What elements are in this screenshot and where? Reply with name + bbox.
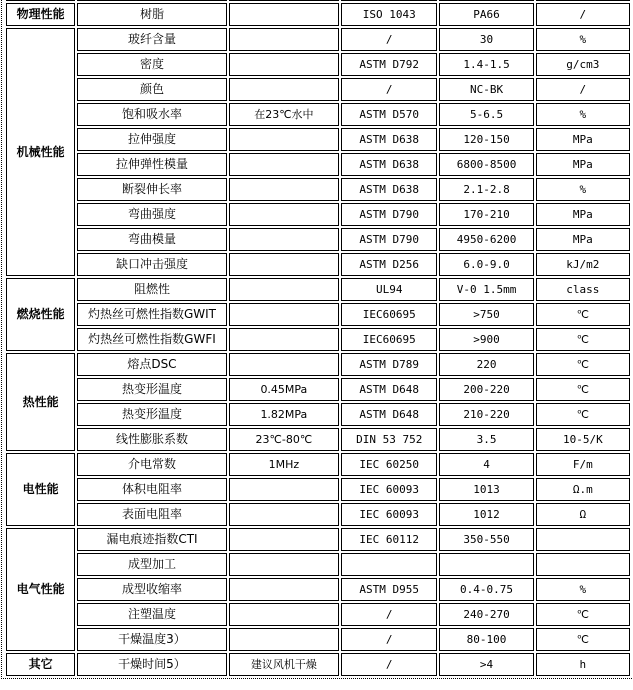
test-method-cell: ASTM D638	[341, 153, 437, 176]
test-method-cell: IEC 60250	[341, 453, 437, 476]
value-cell: 4	[439, 453, 533, 476]
property-cell: 干燥时间5）	[77, 653, 226, 676]
condition-cell	[229, 328, 339, 351]
value-cell: 1012	[439, 503, 533, 526]
condition-cell	[229, 528, 339, 551]
table-row	[6, 603, 630, 626]
table-row	[6, 428, 630, 451]
property-cell: 漏电痕迹指数CTI	[77, 528, 226, 551]
condition-cell: 23℃-80℃	[229, 428, 339, 451]
value-cell: 80-100	[439, 628, 533, 651]
condition-cell	[229, 628, 339, 651]
category-label: 物理性能	[6, 3, 75, 26]
condition-cell	[229, 553, 339, 576]
value-cell: 3.5	[439, 428, 533, 451]
condition-cell	[229, 303, 339, 326]
condition-cell: 在23℃水中	[229, 103, 339, 126]
property-cell: 热变形温度	[77, 403, 226, 426]
test-method-cell: IEC60695	[341, 303, 437, 326]
category-label: 其它	[6, 653, 75, 676]
property-cell: 拉伸弹性模量	[77, 153, 226, 176]
property-cell: 熔点DSC	[77, 353, 226, 376]
table-row	[6, 203, 630, 226]
unit-cell: 10-5/K	[536, 428, 630, 451]
unit-cell: %	[536, 178, 630, 201]
value-cell: 350-550	[439, 528, 533, 551]
property-cell: 密度	[77, 53, 226, 76]
table-row	[6, 3, 630, 26]
unit-cell: ℃	[536, 353, 630, 376]
condition-cell	[229, 603, 339, 626]
table-row	[6, 553, 630, 576]
test-method-cell: UL94	[341, 278, 437, 301]
test-method-cell: ASTM D256	[341, 253, 437, 276]
table-row	[6, 228, 630, 251]
property-cell: 介电常数	[77, 453, 226, 476]
unit-cell: %	[536, 28, 630, 51]
property-cell: 阻燃性	[77, 278, 226, 301]
table-row	[6, 328, 630, 351]
condition-cell	[229, 503, 339, 526]
test-method-cell: IEC60695	[341, 328, 437, 351]
test-method-cell: ASTM D638	[341, 128, 437, 151]
test-method-cell: ISO 1043	[341, 3, 437, 26]
condition-cell	[229, 178, 339, 201]
property-cell: 玻纤含量	[77, 28, 226, 51]
value-cell: NC-BK	[439, 78, 533, 101]
table-row	[6, 378, 630, 401]
previous-row-cutoff	[6, 0, 630, 1]
test-method-cell: ASTM D955	[341, 578, 437, 601]
condition-cell	[229, 78, 339, 101]
value-cell: 0.4-0.75	[439, 578, 533, 601]
unit-cell: ℃	[536, 628, 630, 651]
test-method-cell: /	[341, 28, 437, 51]
unit-cell: /	[536, 3, 630, 26]
unit-cell: kJ/m2	[536, 253, 630, 276]
test-method-cell: ASTM D790	[341, 203, 437, 226]
spec-table-frame	[1, 0, 633, 679]
test-method-cell: ASTM D570	[341, 103, 437, 126]
condition-cell	[229, 3, 339, 26]
test-method-cell: DIN 53 752	[341, 428, 437, 451]
unit-cell: ℃	[536, 378, 630, 401]
value-cell: 240-270	[439, 603, 533, 626]
value-cell: 200-220	[439, 378, 533, 401]
property-cell: 灼热丝可燃性指数GWFI	[77, 328, 226, 351]
category-label: 燃烧性能	[6, 278, 75, 351]
value-cell: 220	[439, 353, 533, 376]
value-cell: 120-150	[439, 128, 533, 151]
value-cell: PA66	[439, 3, 533, 26]
property-cell: 颜色	[77, 78, 226, 101]
table-row	[6, 403, 630, 426]
category-label: 热性能	[6, 353, 75, 451]
condition-cell	[229, 278, 339, 301]
value-cell: 2.1-2.8	[439, 178, 533, 201]
table-row	[6, 628, 630, 651]
value-cell: V-0 1.5mm	[439, 278, 533, 301]
category-label: 机械性能	[6, 28, 75, 276]
value-cell: 170-210	[439, 203, 533, 226]
value-cell: 1.4-1.5	[439, 53, 533, 76]
property-cell: 表面电阻率	[77, 503, 226, 526]
unit-cell: /	[536, 78, 630, 101]
value-cell: 30	[439, 28, 533, 51]
test-method-cell: ASTM D638	[341, 178, 437, 201]
condition-cell: 1.82MPa	[229, 403, 339, 426]
unit-cell: ℃	[536, 303, 630, 326]
property-cell: 弯曲强度	[77, 203, 226, 226]
category-label: 电性能	[6, 453, 75, 526]
condition-cell	[229, 128, 339, 151]
property-cell: 干燥温度3）	[77, 628, 226, 651]
category-label: 电气性能	[6, 528, 75, 651]
value-cell: 6.0-9.0	[439, 253, 533, 276]
test-method-cell	[341, 553, 437, 576]
unit-cell: Ω	[536, 503, 630, 526]
table-row	[6, 78, 630, 101]
test-method-cell: ASTM D789	[341, 353, 437, 376]
condition-cell	[229, 353, 339, 376]
unit-cell: Ω.m	[536, 478, 630, 501]
condition-cell	[229, 253, 339, 276]
test-method-cell: /	[341, 628, 437, 651]
table-row	[6, 453, 630, 476]
table-row	[6, 103, 630, 126]
condition-cell	[229, 578, 339, 601]
test-method-cell: /	[341, 78, 437, 101]
condition-cell	[229, 203, 339, 226]
unit-cell: class	[536, 278, 630, 301]
table-row	[6, 653, 630, 676]
table-row	[6, 353, 630, 376]
property-cell: 树脂	[77, 3, 226, 26]
test-method-cell: /	[341, 653, 437, 676]
condition-cell	[229, 228, 339, 251]
unit-cell: ℃	[536, 328, 630, 351]
material-spec-table	[4, 0, 632, 678]
table-row	[6, 253, 630, 276]
table-row	[6, 303, 630, 326]
table-row	[6, 578, 630, 601]
test-method-cell: IEC 60093	[341, 503, 437, 526]
table-row	[6, 528, 630, 551]
test-method-cell: IEC 60112	[341, 528, 437, 551]
unit-cell	[536, 553, 630, 576]
value-cell: 4950-6200	[439, 228, 533, 251]
condition-cell	[229, 153, 339, 176]
property-cell: 缺口冲击强度	[77, 253, 226, 276]
unit-cell: ℃	[536, 603, 630, 626]
property-cell: 成型收缩率	[77, 578, 226, 601]
value-cell: >4	[439, 653, 533, 676]
unit-cell: MPa	[536, 153, 630, 176]
property-cell: 拉伸强度	[77, 128, 226, 151]
value-cell: >900	[439, 328, 533, 351]
property-cell: 饱和吸水率	[77, 103, 226, 126]
unit-cell: MPa	[536, 228, 630, 251]
value-cell: >750	[439, 303, 533, 326]
unit-cell: g/cm3	[536, 53, 630, 76]
property-cell: 弯曲模量	[77, 228, 226, 251]
test-method-cell: /	[341, 603, 437, 626]
test-method-cell: ASTM D790	[341, 228, 437, 251]
table-row	[6, 278, 630, 301]
condition-cell	[229, 478, 339, 501]
unit-cell: %	[536, 578, 630, 601]
unit-cell: MPa	[536, 128, 630, 151]
test-method-cell: ASTM D648	[341, 378, 437, 401]
property-cell: 热变形温度	[77, 378, 226, 401]
table-row	[6, 178, 630, 201]
table-row	[6, 153, 630, 176]
unit-cell: F/m	[536, 453, 630, 476]
property-cell: 体积电阻率	[77, 478, 226, 501]
unit-cell: MPa	[536, 203, 630, 226]
condition-cell	[229, 53, 339, 76]
property-cell: 线性膨胀系数	[77, 428, 226, 451]
table-row	[6, 128, 630, 151]
test-method-cell: ASTM D792	[341, 53, 437, 76]
table-row	[6, 478, 630, 501]
condition-cell: 1MHz	[229, 453, 339, 476]
property-cell: 断裂伸长率	[77, 178, 226, 201]
condition-cell: 0.45MPa	[229, 378, 339, 401]
property-cell: 成型加工	[77, 553, 226, 576]
unit-cell: h	[536, 653, 630, 676]
test-method-cell: IEC 60093	[341, 478, 437, 501]
unit-cell	[536, 528, 630, 551]
property-cell: 灼热丝可燃性指数GWIT	[77, 303, 226, 326]
value-cell: 6800-8500	[439, 153, 533, 176]
value-cell: 1013	[439, 478, 533, 501]
table-row	[6, 503, 630, 526]
condition-cell	[229, 28, 339, 51]
property-cell: 注塑温度	[77, 603, 226, 626]
table-row	[6, 28, 630, 51]
table-row	[6, 53, 630, 76]
unit-cell: %	[536, 103, 630, 126]
condition-cell: 建议风机干燥	[229, 653, 339, 676]
test-method-cell: ASTM D648	[341, 403, 437, 426]
unit-cell: ℃	[536, 403, 630, 426]
value-cell	[439, 553, 533, 576]
value-cell: 5-6.5	[439, 103, 533, 126]
value-cell: 210-220	[439, 403, 533, 426]
